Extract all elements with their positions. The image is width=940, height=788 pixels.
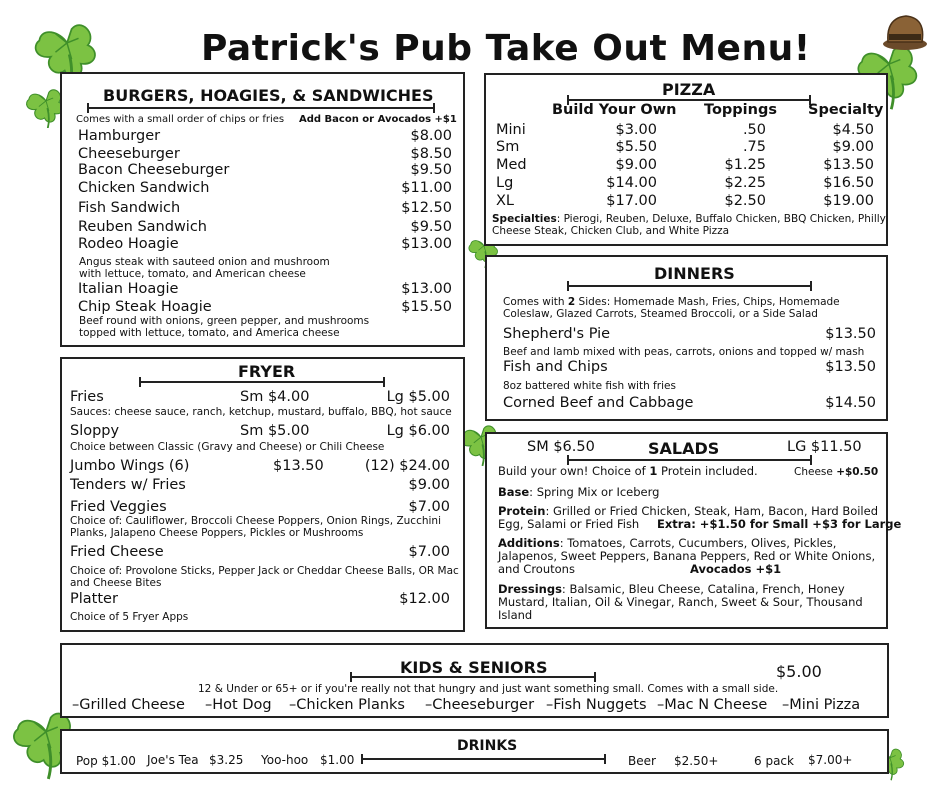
- drink-price: $2.50+: [674, 754, 719, 768]
- menu-item-name: Hamburger: [78, 128, 161, 144]
- divider: [87, 107, 435, 109]
- pizza-size: Med: [496, 157, 527, 173]
- menu-item-price: $11.00: [401, 180, 452, 196]
- divider: [567, 459, 812, 461]
- salads-protein-cont: Egg, Salami or Fried Fish: [498, 517, 640, 531]
- item-description: Sauces: cheese sauce, ranch, ketchup, mustard, buffalo, BBQ, hot sauce: [70, 406, 452, 418]
- leprechaun-hat-icon: [880, 12, 930, 52]
- drink-item: Yoo-hoo: [261, 753, 309, 767]
- pizza-size: Mini: [496, 122, 526, 138]
- salads-additions-cont: Jalapenos, Sweet Peppers, Banana Peppers, Red or White Onions,: [498, 549, 876, 563]
- kids-item: –Mini Pizza: [782, 697, 861, 713]
- salads-dressings-cont: Mustard, Italian, Oil & Vinegar, Ranch, Sweet & Sour, Thousand: [498, 595, 863, 609]
- menu-item-price: (12) $24.00: [364, 458, 450, 474]
- divider: [567, 99, 811, 101]
- pizza-price: $9.00: [615, 157, 657, 173]
- salads-additions-cont: and Croutons: [498, 562, 575, 576]
- salads-dressings-cont: Island: [498, 608, 533, 622]
- menu-item-name: Platter: [70, 591, 118, 607]
- salads-protein: Protein: Grilled or Fried Chicken, Steak, Ham, Bacon, Hard Boiled: [498, 504, 879, 518]
- item-description: Choice of: Cauliflower, Broccoli Cheese Poppers, Onion Rings, Zucchini: [70, 515, 441, 527]
- salads-base: Base: Spring Mix or Iceberg: [498, 485, 660, 499]
- menu-item-name: Jumbo Wings (6): [70, 458, 190, 474]
- divider: [567, 285, 812, 287]
- size-price: Sm $5.00: [240, 423, 310, 439]
- menu-item-price: $13.50: [273, 458, 324, 474]
- page-title: Patrick's Pub Take Out Menu!: [201, 28, 811, 69]
- pizza-price: $14.00: [606, 175, 657, 191]
- menu-item-name: Fried Cheese: [70, 544, 164, 560]
- pizza-price: $16.50: [823, 175, 874, 191]
- menu-item-name: Reuben Sandwich: [78, 219, 207, 235]
- pizza-specialties: Specialties: Pierogi, Reuben, Deluxe, Buffalo Chicken, BBQ Chicken, Philly: [492, 213, 886, 225]
- column-header: Build Your Own: [552, 102, 677, 118]
- pizza-price: $3.00: [615, 122, 657, 138]
- drinks-heading: DRINKS: [457, 738, 518, 754]
- drink-price: $7.00+: [808, 753, 853, 767]
- item-description: Angus steak with sauteed onion and mushroom: [79, 256, 330, 268]
- pizza-price: .75: [742, 139, 766, 155]
- burgers-heading: BURGERS, HOAGIES, & SANDWICHES: [103, 86, 434, 105]
- pizza-price: $17.00: [606, 193, 657, 209]
- pizza-size: Lg: [496, 175, 514, 191]
- drink-item: 6 pack: [754, 754, 794, 768]
- salads-note: Build your own! Choice of 1 Protein included.: [498, 464, 758, 478]
- pizza-price: $19.00: [823, 193, 874, 209]
- pizza-heading: PIZZA: [662, 80, 716, 99]
- salads-avocado: Avocados +$1: [690, 562, 782, 576]
- menu-item-name: Fish Sandwich: [78, 200, 181, 216]
- drink-price: $3.25: [209, 753, 244, 767]
- menu-item-name: Fries: [70, 389, 104, 405]
- menu-item-price: $9.50: [410, 219, 452, 235]
- kids-item: –Fish Nuggets: [546, 697, 647, 713]
- menu-item-name: Fish and Chips: [503, 359, 608, 375]
- menu-item-price: $8.00: [410, 128, 452, 144]
- drink-item: Beer: [628, 754, 656, 768]
- divider: [139, 381, 385, 383]
- item-description: topped with lettuce, tomato, and America cheese: [79, 327, 340, 339]
- column-header: Toppings: [704, 102, 777, 118]
- menu-item-name: Chicken Sandwich: [78, 180, 210, 196]
- menu-item-name: Corned Beef and Cabbage: [503, 395, 694, 411]
- salads-additions: Additions: Tomatoes, Carrots, Cucumbers, Olives, Pickles,: [498, 536, 837, 550]
- salads-protein-extra: Extra: +$1.50 for Small +$3 for Large: [657, 517, 902, 531]
- dinners-note-cont: Coleslaw, Glazed Carrots, Steamed Broccoli, or a Side Salad: [503, 308, 818, 320]
- menu-item-price: $13.00: [401, 281, 452, 297]
- menu-item-price: $13.00: [401, 236, 452, 252]
- menu-item-name: Cheeseburger: [78, 146, 180, 162]
- drink-item: Joe's Tea: [147, 753, 199, 767]
- size-price: LG $11.50: [787, 439, 862, 455]
- pizza-specialties-cont: Cheese Steak, Chicken Club, and White Pizza: [492, 225, 730, 237]
- pizza-price: $4.50: [832, 122, 874, 138]
- pizza-price: .50: [742, 122, 766, 138]
- kids-item: –Cheeseburger: [425, 697, 535, 713]
- menu-item-price: $15.50: [401, 299, 452, 315]
- pizza-price: $2.50: [724, 193, 766, 209]
- pizza-size: Sm: [496, 139, 520, 155]
- item-description: and Cheese Bites: [70, 577, 162, 589]
- menu-item-name: Tenders w/ Fries: [70, 477, 186, 493]
- menu-item-name: Shepherd's Pie: [503, 326, 611, 342]
- menu-item-price: $14.50: [825, 395, 876, 411]
- kids-price: $5.00: [776, 662, 822, 681]
- menu-item-price: $7.00: [408, 544, 450, 560]
- burgers-addon: Add Bacon or Avocados +$1: [299, 114, 457, 125]
- item-description: with lettuce, tomato, and American cheese: [79, 268, 306, 280]
- menu-item-price: $7.00: [408, 499, 450, 515]
- pizza-price: $1.25: [724, 157, 766, 173]
- kids-item: –Chicken Planks: [289, 697, 405, 713]
- salads-heading: SALADS: [648, 439, 720, 458]
- fryer-heading: FRYER: [238, 362, 296, 381]
- kids-item: –Grilled Cheese: [72, 697, 185, 713]
- menu-item-name: Bacon Cheeseburger: [78, 162, 230, 178]
- menu-item-name: Fried Veggies: [70, 499, 167, 515]
- size-price: Lg $6.00: [386, 423, 450, 439]
- drink-price: $1.00: [320, 753, 355, 767]
- menu-item-price: $9.00: [408, 477, 450, 493]
- menu-item-name: Chip Steak Hoagie: [78, 299, 212, 315]
- pizza-price: $2.25: [724, 175, 766, 191]
- kids-heading: KIDS & SENIORS: [400, 658, 548, 677]
- burgers-note: Comes with a small order of chips or fries: [76, 114, 285, 125]
- menu-item-price: $8.50: [410, 146, 452, 162]
- size-price: Lg $5.00: [386, 389, 450, 405]
- item-description: Choice of 5 Fryer Apps: [70, 611, 189, 623]
- item-description: Beef round with onions, green pepper, and mushrooms: [79, 315, 370, 327]
- menu-item-price: $13.50: [825, 359, 876, 375]
- pizza-price: $13.50: [823, 157, 874, 173]
- divider: [361, 758, 606, 760]
- item-description: 8oz battered white fish with fries: [503, 380, 676, 392]
- dinners-note: Comes with 2 Sides: Homemade Mash, Fries, Chips, Homemade: [503, 296, 840, 308]
- column-header: Specialty: [808, 102, 884, 118]
- pizza-price: $9.00: [832, 139, 874, 155]
- salads-cheese: Cheese +$0.50: [794, 466, 879, 478]
- menu-item-price: $12.50: [401, 200, 452, 216]
- menu-item-name: Sloppy: [70, 423, 120, 439]
- menu-item-name: Italian Hoagie: [78, 281, 179, 297]
- item-description: Planks, Jalapeno Cheese Poppers, Pickles or Mushrooms: [70, 527, 364, 539]
- divider: [350, 676, 596, 678]
- item-description: Choice of: Provolone Sticks, Pepper Jack or Cheddar Cheese Balls, OR Mac: [70, 565, 459, 577]
- item-description: Beef and lamb mixed with peas, carrots, onions and topped w/ mash: [503, 346, 865, 358]
- salads-dressings: Dressings: Balsamic, Bleu Cheese, Catalina, French, Honey: [498, 582, 845, 596]
- kids-item: –Hot Dog: [205, 697, 272, 713]
- item-description: Choice between Classic (Gravy and Cheese) or Chili Cheese: [70, 441, 385, 453]
- drink-item: Pop $1.00: [76, 754, 136, 768]
- size-price: SM $6.50: [527, 439, 595, 455]
- kids-note: 12 & Under or 65+ or if you're really not that hungry and just want something small. Comes with a small side.: [198, 683, 779, 695]
- pizza-price: $5.50: [615, 139, 657, 155]
- menu-item-price: $12.00: [399, 591, 450, 607]
- size-price: Sm $4.00: [240, 389, 310, 405]
- kids-item: –Mac N Cheese: [657, 697, 768, 713]
- menu-item-price: $13.50: [825, 326, 876, 342]
- pizza-size: XL: [496, 193, 515, 209]
- menu-item-name: Rodeo Hoagie: [78, 236, 179, 252]
- dinners-heading: DINNERS: [654, 264, 735, 283]
- menu-item-price: $9.50: [410, 162, 452, 178]
